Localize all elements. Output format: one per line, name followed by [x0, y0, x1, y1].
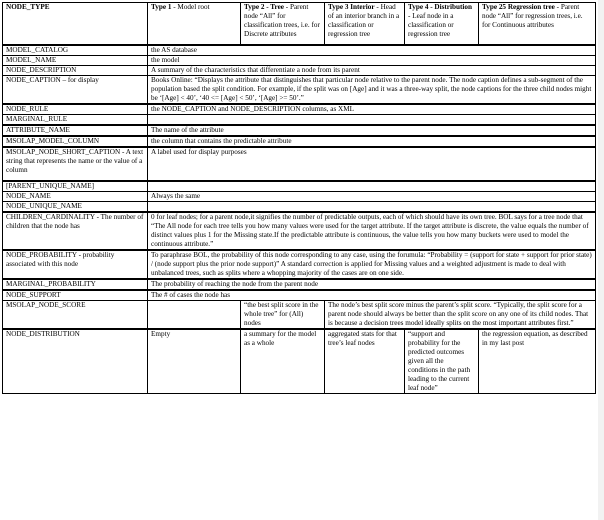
- row-column-name: NODE_UNIQUE_NAME: [3, 201, 148, 212]
- row-description: [148, 201, 596, 212]
- row-description: A summary of the characteristics that differentiate a node from its parent: [148, 65, 596, 75]
- row-description: A label used for display purposes: [148, 147, 596, 181]
- right-edge-strip: [598, 0, 604, 520]
- row-description: 0 for leaf nodes; for a parent node,it signifies the number of predictable outputs, each of which should have its own tree. BOL says for a tree node that “The All node for each tree tells you how many values were used for the target attribute. If the target attribute is discrete, the value equals the number of distinct values plus 1 for the Missing state.If the predictable attribute is continuous, the value tells you how many buckets were used to model the continuous attribute.”: [148, 212, 596, 250]
- header-node-type: NODE_TYPE: [3, 3, 148, 45]
- table-row: [3, 250, 596, 279]
- table-row: [3, 125, 596, 136]
- row-description: The # of cases the node has: [148, 290, 596, 301]
- row-description: To paraphrase BOL, the probability of this node corresponding to any case, using the forumula: “Probability = (support for state + support for prior state) / (node support plus the prior node support)” A standard correction is applied for Missing values and a weighted adjustment is made to deal with unbalanced trees, such as splits where a whopping majority of the cases are on one side.: [148, 250, 596, 279]
- table-row: [3, 75, 596, 104]
- table-row: [3, 212, 596, 250]
- row-column-name: MODEL_CATALOG: [3, 45, 148, 56]
- row-column-name: [PARENT_UNIQUE_NAME]: [3, 181, 148, 192]
- row-description: [148, 114, 596, 125]
- table-row: [3, 65, 596, 75]
- table-row: [3, 181, 596, 192]
- table-row: [3, 147, 596, 181]
- row-column-name: MODEL_NAME: [3, 55, 148, 65]
- header-type4: Type 4 - Distribution - Leaf node in a classification or regression tree: [405, 3, 479, 45]
- header-type3: Type 3 Interior - Head of an interior branch in a classification or regression tree: [325, 3, 405, 45]
- header-type1: Type 1 - Model root: [148, 3, 241, 45]
- row-description: the AS database: [148, 45, 596, 56]
- row-description: The name of the attribute: [148, 125, 596, 136]
- table-row: [3, 290, 596, 301]
- header-row: [3, 3, 596, 45]
- row-description: the column that contains the predictable attribute: [148, 136, 596, 147]
- score-type2: “the best split score in the whole tree” for (All) nodes: [241, 300, 325, 329]
- table-row: [3, 136, 596, 147]
- dist-type2: a summary for the model as a whole: [241, 329, 325, 394]
- table-row: [3, 191, 596, 201]
- row-description: the NODE_CAPTION and NODE_DESCRIPTION columns, as XML: [148, 104, 596, 115]
- node-type-table: [2, 2, 596, 394]
- row-column-name: MSOLAP_NODE_SCORE: [3, 300, 148, 329]
- row-column-name: NODE_SUPPORT: [3, 290, 148, 301]
- row-column-name: CHILDREN_CARDINALITY - The number of children that the node has: [3, 212, 148, 250]
- row-column-name: NODE_DESCRIPTION: [3, 65, 148, 75]
- dist-type25: the regression equation, as described in my last post: [479, 329, 596, 394]
- table-row-distribution: [3, 329, 596, 394]
- score-type1: [148, 300, 241, 329]
- row-column-name: MARGINAL_RULE: [3, 114, 148, 125]
- row-column-name: MSOLAP_NODE_SHORT_CAPTION - A text string that represents the name or the value of a column: [3, 147, 148, 181]
- row-column-name: NODE_RULE: [3, 104, 148, 115]
- header-type25: Type 25 Regression tree - Parent node “All” for regression trees, i.e. for Continuous attributes: [479, 3, 596, 45]
- table-row: [3, 114, 596, 125]
- dist-type4: “support and probability for the predicted outcomes given all the conditions in the path leading to the current leaf node”: [405, 329, 479, 394]
- row-column-name: MSOLAP_MODEL_COLUMN: [3, 136, 148, 147]
- row-column-name: ATTRIBUTE_NAME: [3, 125, 148, 136]
- row-description: [148, 181, 596, 192]
- row-description: Books Online: “Displays the attribute that distinguishes that particular node relative to the parent node. The node caption defines a sub-segment of the population based the split condition. For example, if the split was on [Age] and it was a three-way split, the node captions for the three child nodes might be ‘[Age] < 40’, ‘40 <= [Age] < 50’, ‘[Age] >= 50’.”: [148, 75, 596, 104]
- row-description: The probability of reaching the node from the parent node: [148, 279, 596, 290]
- dist-type3: aggregated stats for that tree’s leaf nodes: [325, 329, 405, 394]
- row-column-name: NODE_DISTRIBUTION: [3, 329, 148, 394]
- table-row: [3, 55, 596, 65]
- row-column-name: NODE_CAPTION – for display: [3, 75, 148, 104]
- score-type3-4-25: The node’s best split score minus the parent’s split score. “Typically, the split score for a parent node should always be better than the split score on any one of its child nodes. That is because a decision trees model ideally splits on the most important attributes first.”: [325, 300, 596, 329]
- table-row: [3, 279, 596, 290]
- table-row: [3, 104, 596, 115]
- dist-type1: Empty: [148, 329, 241, 394]
- table-row: [3, 45, 596, 56]
- row-column-name: MARGINAL_PROBABILITY: [3, 279, 148, 290]
- row-column-name: NODE_NAME: [3, 191, 148, 201]
- table-row-score: [3, 300, 596, 329]
- row-description: Always the same: [148, 191, 596, 201]
- document-table-container: [2, 2, 596, 394]
- row-description: the model: [148, 55, 596, 65]
- table-row: [3, 201, 596, 212]
- header-type2: Type 2 - Tree - Parent node “All” for classification trees, i.e. for Discrete attributes: [241, 3, 325, 45]
- row-column-name: NODE_PROBABILITY - probability associated with this node: [3, 250, 148, 279]
